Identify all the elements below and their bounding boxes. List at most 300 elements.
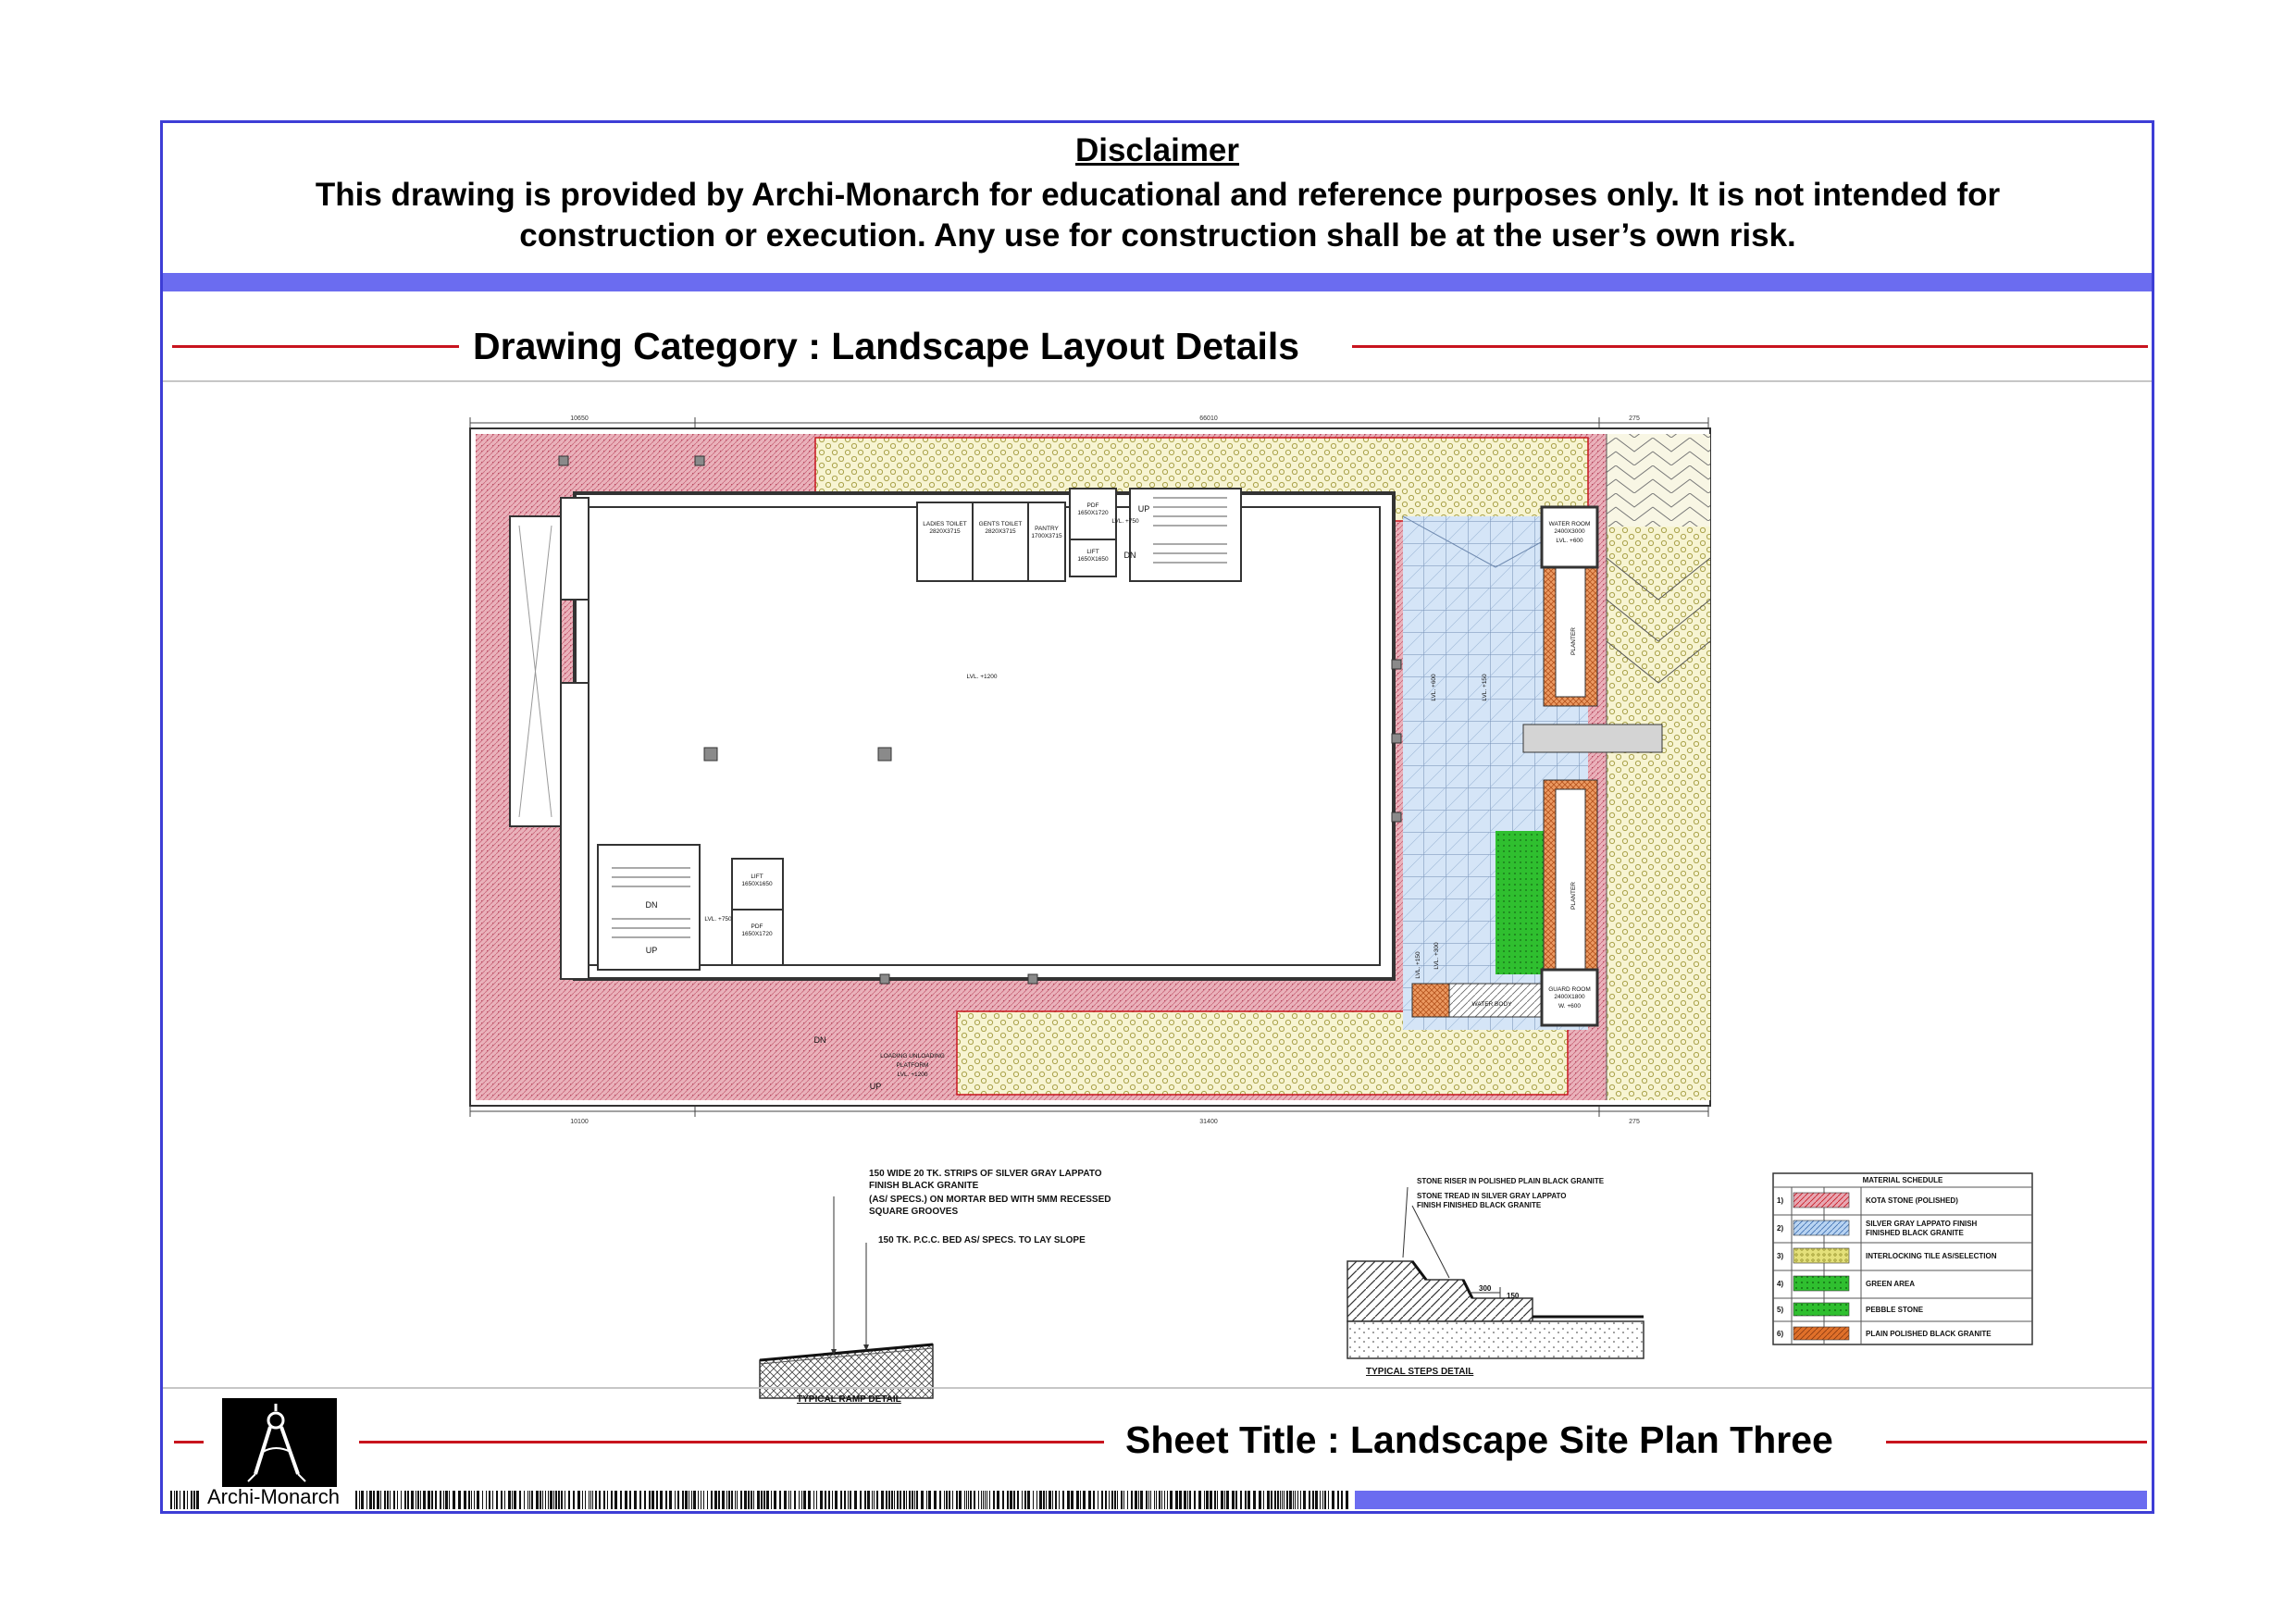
barcode-bar: [813, 1491, 814, 1509]
barcode-bar: [825, 1491, 826, 1509]
room-lift-bottom-size: 1650X1650: [741, 881, 773, 887]
room-guard-room-size: 2400X1800: [1554, 994, 1585, 1000]
barcode-bar: [1052, 1491, 1053, 1509]
ramp-note-5: 150 TK. P.C.C. BED AS/ SPECS. TO LAY SLOPE: [878, 1235, 1086, 1245]
barcode-bar: [501, 1491, 503, 1509]
construction-details: [589, 1169, 2042, 1409]
barcode-bar: [912, 1491, 913, 1509]
barcode-bar: [196, 1491, 199, 1509]
barcode-bar: [550, 1491, 552, 1509]
barcode-bar: [1148, 1491, 1149, 1509]
barcode-bar: [665, 1491, 667, 1509]
room-gents-toilet-size: 2820X3715: [985, 528, 1016, 535]
barcode-bar: [1280, 1491, 1281, 1509]
barcode-bar: [471, 1491, 472, 1509]
schedule-label-2b: FINISHED BLACK GRANITE: [1866, 1229, 1964, 1237]
barcode-bar: [1179, 1491, 1182, 1509]
barcode-bar: [1117, 1491, 1118, 1509]
barcode-bar: [876, 1491, 878, 1509]
barcode-bar: [1277, 1491, 1279, 1509]
barcode-bar: [1010, 1491, 1012, 1509]
room-ladies-toilet-size: 2820X3715: [929, 528, 961, 535]
barcode-bar: [531, 1491, 533, 1509]
barcode-bar: [1194, 1491, 1196, 1509]
barcode-bar: [660, 1491, 663, 1509]
barcode-bar: [774, 1491, 776, 1509]
dim-bottom-3: 275: [1629, 1119, 1640, 1125]
barcode-bar: [603, 1491, 605, 1509]
barcode-bar: [1105, 1491, 1107, 1509]
barcode-bar: [176, 1491, 178, 1509]
barcode-bar: [545, 1491, 546, 1509]
barcode-bar: [860, 1491, 862, 1509]
barcode-bar: [698, 1491, 699, 1509]
chevron-paving-top: [1607, 434, 1710, 527]
barcode-bar: [553, 1491, 554, 1509]
barcode-bar: [731, 1491, 733, 1509]
barcode-bar: [864, 1491, 866, 1509]
barcode-bar: [964, 1491, 965, 1509]
barcode-bar: [970, 1491, 972, 1509]
green-area: [1496, 831, 1544, 974]
level-ramp-b: LVL. +150: [1415, 951, 1421, 979]
barcode-bar: [183, 1491, 185, 1509]
barcode-bar: [390, 1491, 391, 1509]
barcode-bar: [916, 1491, 918, 1509]
level-water-room: LVL. +600: [1556, 538, 1583, 544]
barcode-bar: [649, 1491, 651, 1509]
barcode-bar: [1131, 1491, 1133, 1509]
barcode-bar: [1312, 1491, 1314, 1509]
barcode-bar: [387, 1491, 389, 1509]
barcode-bar: [1013, 1491, 1015, 1509]
barcode-bar: [894, 1491, 895, 1509]
barcode-bar: [1224, 1491, 1225, 1509]
barcode-bar: [512, 1491, 513, 1509]
barcode-bar: [445, 1491, 448, 1509]
archi-monarch-logo: [222, 1398, 337, 1487]
barcode-bar: [1083, 1491, 1086, 1509]
barcode-bar: [1156, 1491, 1157, 1509]
barcode-bar: [1259, 1491, 1261, 1509]
barcode-bar: [840, 1491, 842, 1509]
water-body: [1449, 984, 1542, 1017]
barcode-bar: [1135, 1491, 1137, 1509]
barcode-bar: [1022, 1491, 1023, 1509]
steps-note-1: STONE RISER IN POLISHED PLAIN BLACK GRANITE: [1417, 1177, 1605, 1185]
barcode-bar: [850, 1491, 851, 1509]
barcode-bar: [714, 1491, 717, 1509]
barcode-bar: [1121, 1491, 1123, 1509]
steps-dim-a: 300: [1479, 1284, 1492, 1293]
barcode-bar: [1289, 1491, 1292, 1509]
schedule-no-4: 4): [1777, 1280, 1784, 1288]
barcode-bar: [401, 1491, 402, 1509]
barcode-bar: [763, 1491, 765, 1509]
dim-bottom-1: 10100: [570, 1119, 589, 1125]
barcode-bar: [952, 1491, 953, 1509]
barcode-bar: [634, 1491, 637, 1509]
barcode-bar: [1253, 1491, 1256, 1509]
room-pdf-bottom-size: 1650X1720: [741, 931, 773, 937]
drawing-category: Drawing Category : Landscape Layout Details: [473, 325, 1300, 367]
room-pdf-top-size: 1650X1720: [1077, 510, 1109, 516]
barcode-bar: [794, 1491, 796, 1509]
barcode-bar: [740, 1491, 742, 1509]
barcode-bar: [611, 1491, 613, 1509]
barcode-bar: [1346, 1491, 1348, 1509]
barcode-bar: [1033, 1491, 1034, 1509]
barcode-bar: [1293, 1491, 1294, 1509]
barcode-bar: [722, 1491, 725, 1509]
barcode-bar: [983, 1491, 984, 1509]
barcode-bar: [751, 1491, 752, 1509]
barcode-bar: [366, 1491, 367, 1509]
barcode-bar: [1161, 1491, 1162, 1509]
barcode-bar: [477, 1491, 479, 1509]
ramp-note-1: 150 WIDE 20 TK. STRIPS OF SILVER GRAY LAPPATO: [869, 1169, 1102, 1179]
barcode-bar: [1204, 1491, 1205, 1509]
barcode-bar: [496, 1491, 498, 1509]
ramp-detail: [589, 1169, 933, 1409]
barcode-bar: [380, 1491, 381, 1509]
swatch-silver-granite: [1793, 1220, 1849, 1235]
barcode-bar: [1027, 1491, 1030, 1509]
barcode-bar: [1036, 1491, 1037, 1509]
barcode-bar: [1232, 1491, 1235, 1509]
swatch-pebble-stone: [1793, 1303, 1849, 1316]
barcode-bar: [1297, 1491, 1298, 1509]
barcode-bar: [981, 1491, 982, 1509]
barcode-bar: [443, 1491, 444, 1509]
barcode-bar: [744, 1491, 747, 1509]
barcode-bar: [757, 1491, 760, 1509]
barcode-bar: [771, 1491, 772, 1509]
barcode-bar: [790, 1491, 791, 1509]
disclaimer-title: Disclaimer: [1074, 132, 1240, 168]
level-loading: LVL. +1200: [897, 1072, 928, 1078]
label-dn-bottom: DN: [645, 900, 658, 910]
barcode-bar: [1247, 1491, 1250, 1509]
barcode-bar: [1263, 1491, 1264, 1509]
barcode-bar: [1240, 1491, 1242, 1509]
barcode-bar: [170, 1491, 172, 1509]
barcode-bar: [1320, 1491, 1321, 1509]
barcode-bar: [1093, 1491, 1095, 1509]
schedule-label-2: SILVER GRAY LAPPATO FINISH: [1866, 1220, 1978, 1228]
barcode-bar: [820, 1491, 823, 1509]
barcode-bar: [514, 1491, 516, 1509]
barcode-bar: [835, 1491, 838, 1509]
barcode-bar: [867, 1491, 870, 1509]
barcode-bar: [492, 1491, 493, 1509]
landscape-site-plan: [468, 410, 1750, 1127]
barcode-bar: [592, 1491, 593, 1509]
sheet-title: Sheet Title : Landscape Site Plan Three: [1125, 1419, 1833, 1461]
barcode-bar: [1088, 1491, 1091, 1509]
barcode-bar: [801, 1491, 802, 1509]
barcode-bar: [1337, 1491, 1339, 1509]
room-lift-top: LIFT: [1086, 549, 1099, 555]
barcode-bar: [548, 1491, 549, 1509]
barcode-bar: [685, 1491, 688, 1509]
level-stair-top: LVL. +750: [1111, 518, 1139, 525]
barcode-bar: [669, 1491, 672, 1509]
barcode-bar: [691, 1491, 692, 1509]
barcode-bar: [1217, 1491, 1218, 1509]
barcode-bar: [468, 1491, 470, 1509]
barcode-bar: [799, 1491, 800, 1509]
room-pdf-bottom: PDF: [751, 923, 763, 930]
barcode-bar: [474, 1491, 475, 1509]
barcode-bar: [897, 1491, 899, 1509]
barcode-bar: [711, 1491, 713, 1509]
label-dn-loading: DN: [813, 1035, 826, 1045]
barcode-bar: [369, 1491, 372, 1509]
barcode-bar: [1146, 1491, 1148, 1509]
barcode-bar: [573, 1491, 575, 1509]
barcode-bar: [431, 1491, 433, 1509]
barcode-bar: [693, 1491, 696, 1509]
barcode-bar: [1140, 1491, 1143, 1509]
barcode-bar: [377, 1491, 379, 1509]
barcode-bar: [788, 1491, 789, 1509]
barcode-bar: [989, 1491, 990, 1509]
level-entry-2: LVL. +150: [1482, 674, 1488, 701]
barcode-bar: [888, 1491, 890, 1509]
disclaimer-text: This drawing is provided by Archi-Monarch for educational and reference purposes only. It is not intended for construction or execution. Any use for construction shall be at the user’s own risk.: [315, 177, 2001, 254]
barcode-bar: [629, 1491, 631, 1509]
label-water-body: WATER BODY: [1471, 1001, 1512, 1008]
room-lift-top-size: 1650X1650: [1077, 556, 1109, 563]
barcode-bar: [707, 1491, 708, 1509]
barcode-bar: [985, 1491, 986, 1509]
barcode-bar: [1198, 1491, 1201, 1509]
room-pdf-top: PDF: [1086, 502, 1099, 509]
swatch-plain-granite: [1793, 1327, 1849, 1340]
label-planter-top: PLANTER: [1570, 627, 1577, 655]
barcode-bar: [1049, 1491, 1051, 1509]
steps-dim-b: 150: [1507, 1292, 1520, 1300]
barcode-bar: [874, 1491, 875, 1509]
drawing-sheet: [160, 120, 2154, 1514]
dim-top-3: 275: [1629, 415, 1640, 422]
label-planter-bottom: PLANTER: [1570, 882, 1577, 910]
barcode-bar: [1127, 1491, 1128, 1509]
barcode-bar: [956, 1491, 958, 1509]
room-ladies-toilet: LADIES TOILET: [923, 521, 967, 527]
barcode-bar: [519, 1491, 521, 1509]
barcode-bar: [577, 1491, 580, 1509]
room-lift-bottom: LIFT: [751, 873, 763, 880]
barcode-bar: [384, 1491, 386, 1509]
barcode-bar: [978, 1491, 979, 1509]
schedule-no-1: 1): [1777, 1196, 1784, 1205]
room-water-room-size: 2400X3000: [1554, 528, 1585, 535]
swatch-kota-stone: [1793, 1193, 1849, 1208]
barcode-bar: [1101, 1491, 1103, 1509]
barcode-bar: [974, 1491, 975, 1509]
label-up-bottom: UP: [645, 946, 658, 955]
barcode-bar: [504, 1491, 505, 1509]
dim-top-1: 10650: [570, 415, 589, 422]
barcode-bar: [1315, 1491, 1318, 1509]
barcode-bar: [909, 1491, 911, 1509]
barcode-bar: [1282, 1491, 1283, 1509]
barcode-bar: [614, 1491, 617, 1509]
barcode-bar: [187, 1491, 188, 1509]
level-stair-bottom: LVL. +750: [704, 916, 732, 923]
header-divider: [163, 380, 2152, 382]
barcode-bar: [411, 1491, 414, 1509]
barcode-bar: [1184, 1491, 1186, 1509]
barcode-bar: [1324, 1491, 1326, 1509]
barcode-bar: [703, 1491, 704, 1509]
room-water-room: WATER ROOM: [1548, 521, 1591, 527]
barcode-bar: [718, 1491, 720, 1509]
barcode-bar: [872, 1491, 873, 1509]
barcode-bar: [359, 1491, 360, 1509]
barcode-bar: [1017, 1491, 1019, 1509]
room-guard-room: GUARD ROOM: [1548, 986, 1591, 993]
barcode-bar: [1039, 1491, 1042, 1509]
barcode-bar: [561, 1491, 563, 1509]
barcode-bar: [1267, 1491, 1270, 1509]
barcode-bar: [489, 1491, 490, 1509]
barcode-bar: [428, 1491, 430, 1509]
schedule-title: MATERIAL SCHEDULE: [1862, 1176, 1943, 1184]
barcode-bar: [599, 1491, 601, 1509]
barcode-bar: [423, 1491, 426, 1509]
barcode-bar: [946, 1491, 948, 1509]
steps-detail-title: TYPICAL STEPS DETAIL: [1366, 1367, 1474, 1377]
barcode-bar: [397, 1491, 398, 1509]
barcode-bar: [1076, 1491, 1079, 1509]
barcode-bar: [1080, 1491, 1081, 1509]
barcode-bar: [808, 1491, 811, 1509]
barcode-bar: [555, 1491, 557, 1509]
barcode-bar: [832, 1491, 833, 1509]
category-rule-left: [172, 345, 459, 348]
barcode-bar: [568, 1491, 570, 1509]
brand-name: Archi-Monarch: [207, 1485, 341, 1508]
barcode-bar: [1274, 1491, 1276, 1509]
barcode-bar: [928, 1491, 931, 1509]
barcode-bar: [1123, 1491, 1124, 1509]
barcode-bar: [1159, 1491, 1160, 1509]
barcode-bar: [486, 1491, 487, 1509]
level-ramp-a: LVL. +300: [1433, 942, 1440, 970]
barcode-bar: [620, 1491, 622, 1509]
barcode-bar: [590, 1491, 591, 1509]
barcode-bar: [886, 1491, 887, 1509]
title-rule-left: [359, 1441, 1104, 1443]
barcode-bar: [524, 1491, 525, 1509]
barcode-bar: [753, 1491, 754, 1509]
barcode-bar: [1167, 1491, 1168, 1509]
barcode-bar: [417, 1491, 419, 1509]
compass-icon: [222, 1398, 337, 1487]
barcode-bar: [652, 1491, 654, 1509]
barcode-bar: [728, 1491, 730, 1509]
barcode-bar: [1341, 1491, 1343, 1509]
barcode-bar: [1309, 1491, 1310, 1509]
barcode-bar: [1062, 1491, 1064, 1509]
barcode-bar: [1164, 1491, 1165, 1509]
barcode-bar: [881, 1491, 884, 1509]
level-entry-1: LVL. +600: [1431, 674, 1437, 701]
title-rule-right: [1886, 1441, 2147, 1443]
barcode-bar: [373, 1491, 375, 1509]
barcode-strip: [170, 1491, 1350, 1509]
barcode-bar: [644, 1491, 646, 1509]
barcode-bar: [585, 1491, 586, 1509]
barcode-bar: [816, 1491, 817, 1509]
barcode-bar: [482, 1491, 483, 1509]
barcode-bar: [1187, 1491, 1188, 1509]
schedule-no-2: 2): [1777, 1224, 1784, 1233]
barcode-bar: [1138, 1491, 1139, 1509]
barcode-bar: [1245, 1491, 1247, 1509]
ramp-detail-title: TYPICAL RAMP DETAIL: [797, 1394, 901, 1405]
barcode-bar: [193, 1491, 195, 1509]
barcode-bar: [1024, 1491, 1026, 1509]
schedule-no-6: 6): [1777, 1330, 1784, 1338]
barcode-bar: [803, 1491, 806, 1509]
label-up-top: UP: [1137, 504, 1150, 514]
barcode-bar: [934, 1491, 937, 1509]
barcode-bar: [966, 1491, 967, 1509]
barcode-bar: [1114, 1491, 1116, 1509]
barcode-bar: [174, 1491, 175, 1509]
right-landscape-strip: [1607, 434, 1710, 1100]
dim-top-2: 66010: [1199, 415, 1218, 422]
barcode-bar: [1189, 1491, 1191, 1509]
barcode-bar: [1055, 1491, 1057, 1509]
barcode-bar: [1043, 1491, 1045, 1509]
barcode-bar: [1295, 1491, 1296, 1509]
barcode-bar: [656, 1491, 658, 1509]
swatch-green-area: [1793, 1276, 1849, 1291]
ramp-note-2: FINISH BLACK GRANITE: [869, 1181, 979, 1191]
barcode-bar: [1007, 1491, 1009, 1509]
barcode-bar: [844, 1491, 846, 1509]
footer-rule-left-dash: [174, 1441, 204, 1443]
schedule-label-6: PLAIN POLISHED BLACK GRANITE: [1866, 1330, 1992, 1338]
schedule-label-4: GREEN AREA: [1866, 1280, 1916, 1288]
barcode-bar: [542, 1491, 543, 1509]
barcode-bar: [1214, 1491, 1216, 1509]
label-dn-top: DN: [1123, 551, 1136, 560]
barcode-bar: [726, 1491, 727, 1509]
barcode-bar: [993, 1491, 995, 1509]
barcode-bar: [440, 1491, 441, 1509]
barcode-bar: [449, 1491, 450, 1509]
barcode-bar: [828, 1491, 830, 1509]
barcode-bar: [625, 1491, 627, 1509]
schedule-label-5: PEBBLE STONE: [1866, 1306, 1924, 1314]
barcode-bar: [1059, 1491, 1060, 1509]
barcode-bar: [779, 1491, 781, 1509]
barcode-bar: [1322, 1491, 1323, 1509]
barcode-bar: [361, 1491, 364, 1509]
barcode-bar: [968, 1491, 969, 1509]
barcode-bar: [1170, 1491, 1173, 1509]
barcode-bar: [582, 1491, 583, 1509]
barcode-bar: [921, 1491, 924, 1509]
barcode-bar: [959, 1491, 962, 1509]
barcode-bar: [1226, 1491, 1229, 1509]
